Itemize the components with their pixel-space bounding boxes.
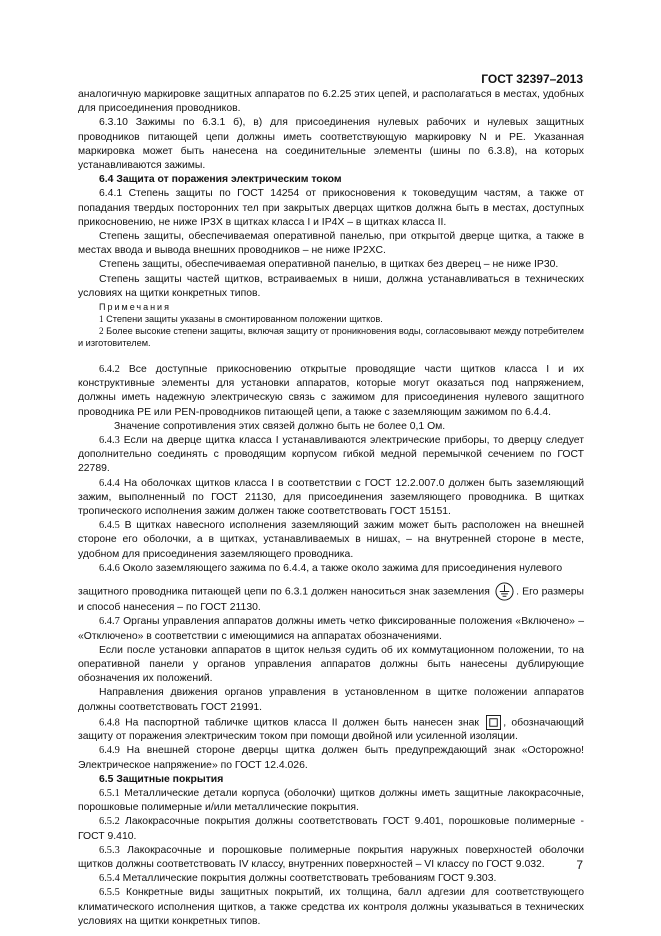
- clause-text: Лакокрасочные покрытия должны соответствовать ГОСТ 9.401, порошковые полимерные - ГОСТ 9.410.: [78, 816, 584, 842]
- clause-text: Если на дверце щитка класса I устанавливаются электрические приборы, то дверцу следует дополнительно соединять с проводящим корпусом гибкой медной перемычкой сечением по ГОСТ 22789.: [78, 435, 585, 475]
- clause-text: Лакокрасочные и порошковые полимерные покрытия наружных поверхностей оболочки щитков должны соответствовать IV классу, внутренних поверхностей – VI классу по ГОСТ 9.032.: [78, 844, 585, 870]
- paragraph-6-5-5: [78, 886, 584, 929]
- clause-number: 6.5.1: [99, 787, 120, 799]
- clause-text: На паспортной табличке щитков класса II должен быть нанесен знак: [125, 716, 479, 728]
- paragraph-6-4-8: [78, 715, 584, 745]
- paragraph-6-5-3: [78, 844, 584, 872]
- grounding-icon: [495, 582, 514, 601]
- note-number: 2: [99, 326, 104, 337]
- paragraph: Степень защиты частей щитков, встраиваемых в ниши, должна устанавливаться в технических условиях на щитки конкретных типов.: [78, 273, 584, 299]
- clause-text: , обозначающий защиту от поражения электрическим током при помощи двойной или усиленной изоляции.: [78, 716, 584, 743]
- double-insulation-icon: [486, 715, 501, 730]
- clause-text: На оболочках щитков класса I в соответствии с ГОСТ 12.2.007.0 должен быть заземляющий зажим, выполненный по ГОСТ 21130, для присоединения заземляющего проводника. В щитках тропического исполнения зажим должен также соответствовать ГОСТ 15151.: [78, 477, 584, 518]
- clause-number: 6.4.2: [99, 364, 120, 376]
- clause-text: Все доступные прикосновению открытые проводящие части щитков класса I и их конструктивные элементы для установки аппаратов, которые могут оказаться под напряжением, должны иметь надежную электрическую связь с зажимом для присоединения нулевого защитного проводника PE или PEN-проводников питающей цепи, а также с заземляющим зажимом по 6.4.4.: [78, 364, 584, 418]
- section-6-4-title: 6.4 Защита от поражения электрическим током: [99, 174, 342, 186]
- paragraph: Направления движения органов управления в установленном в щитке положении аппаратов должны соответствовать ГОСТ 21991.: [78, 687, 584, 713]
- document-body: [78, 88, 584, 929]
- paragraph-6-4-9: [78, 744, 584, 772]
- paragraph-6-4-4: [78, 477, 584, 520]
- clause-text: Металлические покрытия должны соответствовать требованиям ГОСТ 9.303.: [122, 873, 497, 885]
- note-text: Более высокие степени защиты, включая защиту от проникновения воды, согласовывают между потребителем и изготовителем.: [78, 326, 584, 349]
- paragraph-6-4-3: [78, 434, 584, 477]
- clause-text: . Его размеры и способ нанесения – по ГОСТ 21130.: [78, 586, 584, 614]
- paragraph-6-4-6-cont: [78, 582, 584, 615]
- paragraph: Степень защиты, обеспечиваемая оперативной панелью, при открытой дверце щитка, а также в местах ввода и вывода внешних проводников – не ниже IP2XC.: [78, 231, 584, 257]
- note-2: [78, 325, 584, 349]
- paragraph-6-5-1: [78, 787, 584, 815]
- clause-number: 6.4.4: [99, 477, 120, 489]
- paragraph-6-4-1: 6.4.1 Степень защиты по ГОСТ 14254 от прикосновения к токоведущим частям, а также от попадания твердых посторонних тел при закрытых дверцах щитков должна быть в местах, доступных прикосновению, не ниже IP3X в щитках класса I и IP4X – в щитках класса II.: [78, 188, 584, 228]
- spacer: [78, 349, 584, 363]
- clause-number: 6.4.9: [99, 745, 120, 757]
- clause-text: Конкретные виды защитных покрытий, их толщина, балл адгезии для соответствующего климатического исполнения щитков, а также средства их контроля должны указываться в технических условиях на щитки конкретных типов.: [78, 887, 584, 927]
- paragraph-6-3-10: 6.3.10 Зажимы по 6.3.1 б), в) для присоединения нулевых рабочих и нулевых защитных проводников питающей цепи должны иметь соответствующую маркировку N и PE. Указанная маркировка может быть нанесена на соединительные элементы (шины по 6.3.8), на которых устанавливаются зажимы.: [78, 117, 584, 172]
- clause-text: В щитках навесного исполнения заземляющий зажим может быть расположен на внешней стороне его оболочки, а в щитках, устанавливаемых в нишах, – на внутренней стороне в месте, удобном для присоединения заземляющего проводника.: [78, 520, 585, 560]
- clause-number: 6.4.6: [99, 562, 120, 574]
- note-text: Степени защиты указаны в смонтированном положении щитков.: [106, 314, 383, 325]
- clause-number: 6.4.3: [99, 435, 120, 447]
- clause-text: Около заземляющего зажима по 6.4.4, а также около зажима для присоединения нулевого: [122, 562, 563, 574]
- clause-number: 6.4.5: [99, 520, 120, 532]
- paragraph: Степень защиты, обеспечиваемая оперативной панелью, в щитках без дверец – не ниже IP30.: [99, 259, 559, 271]
- clause-text: Металлические детали корпуса (оболочки) щитков должны иметь защитные лакокрасочные, порошковые полимерные и/или металлические покрытия.: [78, 787, 585, 814]
- clause-text: Органы управления аппаратов должны иметь четко фиксированные положения «Включено» – «Отключено» в соответствии с имеющимися на аппаратах обозначениями.: [78, 616, 584, 642]
- note-number: 1: [99, 314, 104, 325]
- notes-title: Примечания: [99, 302, 171, 313]
- clause-text: защитного проводника питающей цепи по 6.3.1 должен наноситься знак заземления: [78, 586, 490, 598]
- paragraph-6-4-7: [78, 615, 584, 643]
- paragraph: Если после установки аппаратов в щиток нельзя судить об их коммутационном положении, то на оперативной панели у органов управления аппаратов должны быть нанесены дублирующие обозначения их положений.: [78, 644, 584, 685]
- paragraph-6-4-2: [78, 363, 584, 420]
- paragraph: аналогичную маркировке защитных аппаратов по 6.2.25 этих цепей, и располагаться в местах, удобных для присоединения проводников.: [78, 89, 584, 115]
- section-6-5-title: 6.5 Защитные покрытия: [99, 773, 224, 785]
- clause-number: 6.4.7: [99, 616, 120, 628]
- paragraph-6-4-5: [78, 519, 584, 562]
- clause-number: 6.5.3: [99, 844, 120, 856]
- clause-number: 6.5.2: [99, 816, 120, 828]
- clause-number: 6.4.8: [99, 716, 120, 728]
- note-1: [78, 313, 584, 325]
- paragraph-6-5-4: [78, 872, 584, 886]
- clause-number: 6.5.5: [99, 887, 120, 899]
- paragraph: Значение сопротивления этих связей должно быть не более 0,1 Ом.: [114, 420, 446, 432]
- paragraph-6-5-2: [78, 815, 584, 843]
- paragraph-6-4-6: [78, 562, 584, 576]
- clause-text: На внешней стороне дверцы щитка должен быть предупреждающий знак «Осторожно! Электрическое напряжение» по ГОСТ 12.4.026.: [78, 745, 584, 771]
- clause-number: 6.5.4: [99, 873, 120, 885]
- standard-header: ГОСТ 32397–2013: [481, 72, 583, 86]
- page-number: 7: [576, 858, 583, 872]
